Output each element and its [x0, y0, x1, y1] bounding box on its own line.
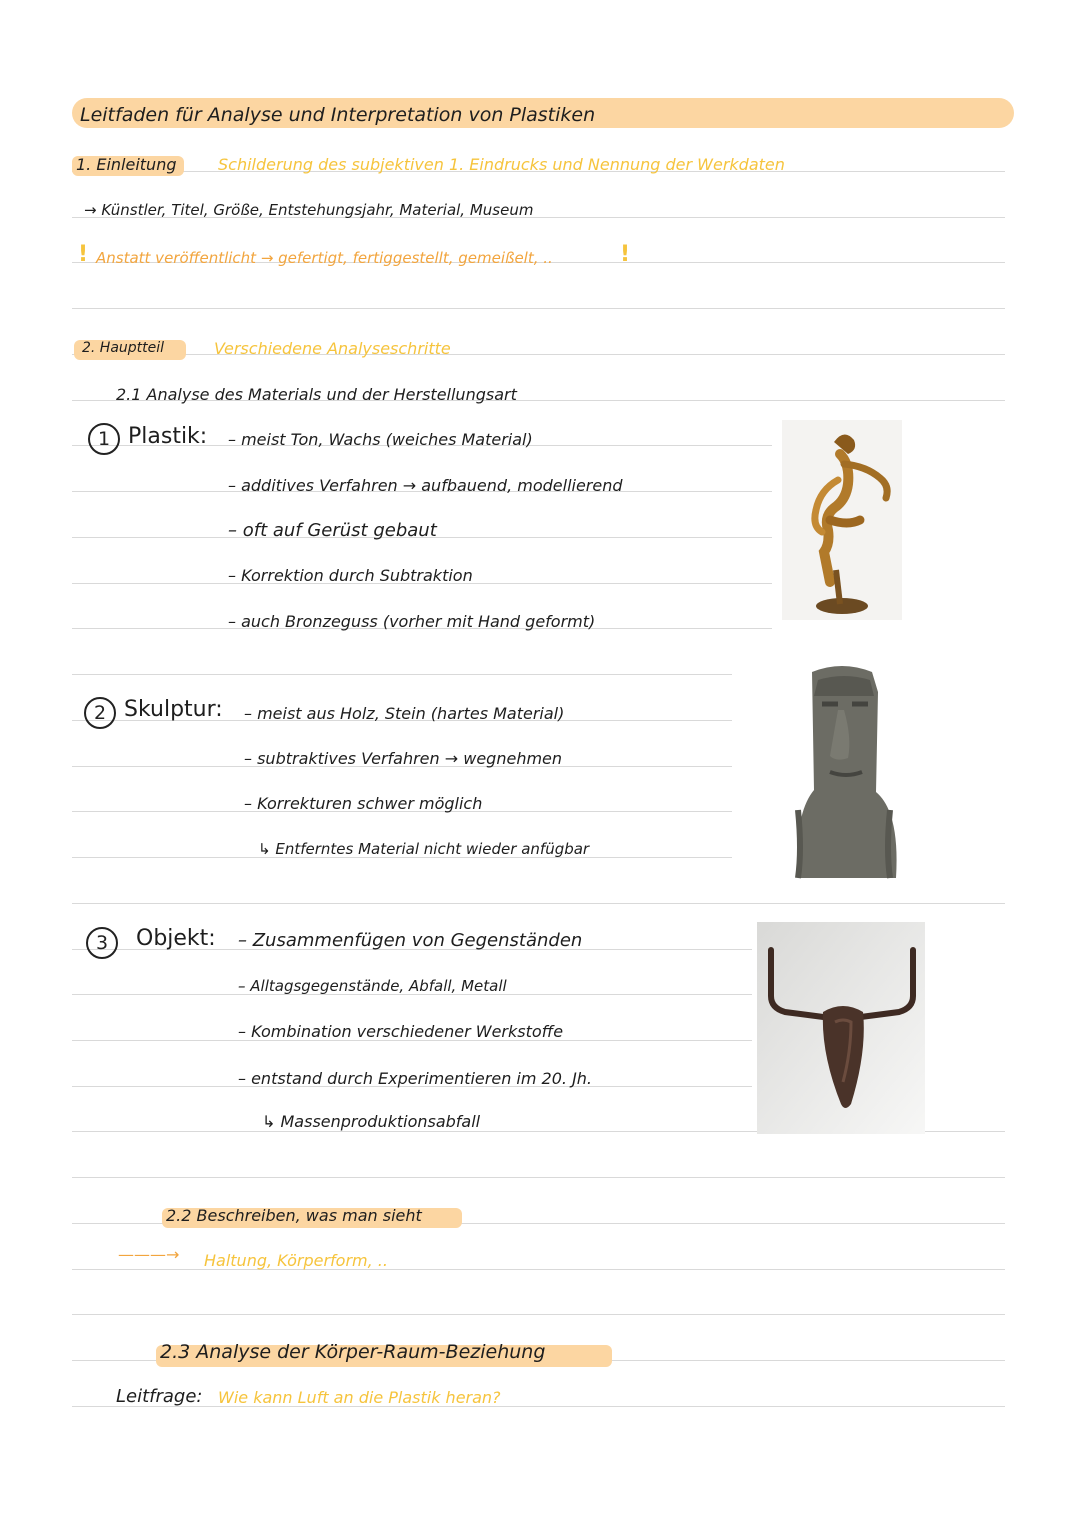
section1-label: 1. Einleitung [76, 155, 177, 174]
objekt-item: – entstand durch Experimentieren im 20. Jh. [238, 1069, 593, 1088]
section2-description: Verschiedene Analyseschritte [214, 339, 451, 358]
number-1-circle: 1 [88, 423, 120, 455]
plastik-item: – meist Ton, Wachs (weiches Material) [228, 430, 533, 449]
leitfrage-label: Leitfrage: [116, 1386, 203, 1407]
wording-note: Anstatt veröffentlicht → gefertigt, fertiggestellt, gemeißelt, .. [96, 249, 553, 267]
subsection-2-3-title: 2.3 Analyse der Körper-Raum-Beziehung [160, 1341, 546, 1363]
objekt-item: ↳ Massenproduktionsabfall [262, 1112, 481, 1131]
plastik-item: – auch Bronzeguss (vorher mit Hand geformt) [228, 612, 596, 631]
page-title: Leitfaden für Analyse und Interpretation von Plastiken [80, 104, 596, 126]
moai-head-image [790, 660, 900, 882]
subsection-2-1-title: 2.1 Analyse des Materials und der Herstellungsart [116, 385, 517, 404]
skulptur-item: – Korrekturen schwer möglich [244, 794, 483, 813]
section2-label: 2. Hauptteil [82, 340, 165, 356]
plastik-item: – Korrektion durch Subtraktion [228, 566, 473, 585]
plastik-item: – oft auf Gerüst gebaut [228, 520, 437, 541]
bronze-dancer-image [782, 420, 902, 620]
arrow-2-2: ———→ [118, 1245, 180, 1264]
objekt-label: Objekt: [136, 926, 216, 951]
objekt-item: – Zusammenfügen von Gegenständen [238, 930, 583, 951]
leitfrage-text: Wie kann Luft an die Plastik heran? [218, 1388, 501, 1407]
number-2-circle: 2 [84, 697, 116, 729]
number-3-circle: 3 [86, 927, 118, 959]
plastik-label: Plastik: [128, 424, 208, 449]
warning-mark: ! [78, 242, 89, 267]
skulptur-label: Skulptur: [124, 697, 223, 722]
objekt-item: – Alltagsgegenstände, Abfall, Metall [238, 977, 507, 995]
skulptur-item: ↳ Entferntes Material nicht wieder anfügbar [258, 840, 590, 858]
bull-head-image [757, 922, 925, 1134]
plastik-item: – additives Verfahren → aufbauend, modellierend [228, 476, 623, 495]
werkdaten-list: → Künstler, Titel, Größe, Entstehungsjahr, Material, Museum [84, 201, 534, 219]
section1-description: Schilderung des subjektiven 1. Eindrucks und Nennung der Werkdaten [218, 155, 785, 174]
skulptur-item: – meist aus Holz, Stein (hartes Material) [244, 704, 565, 723]
subsection-2-2-title: 2.2 Beschreiben, was man sieht [166, 1206, 422, 1225]
objekt-item: – Kombination verschiedener Werkstoffe [238, 1022, 564, 1041]
warning-mark-end: ! [620, 242, 631, 267]
skulptur-item: – subtraktives Verfahren → wegnehmen [244, 749, 563, 768]
subsection-2-2-text: Haltung, Körperform, .. [204, 1251, 388, 1270]
